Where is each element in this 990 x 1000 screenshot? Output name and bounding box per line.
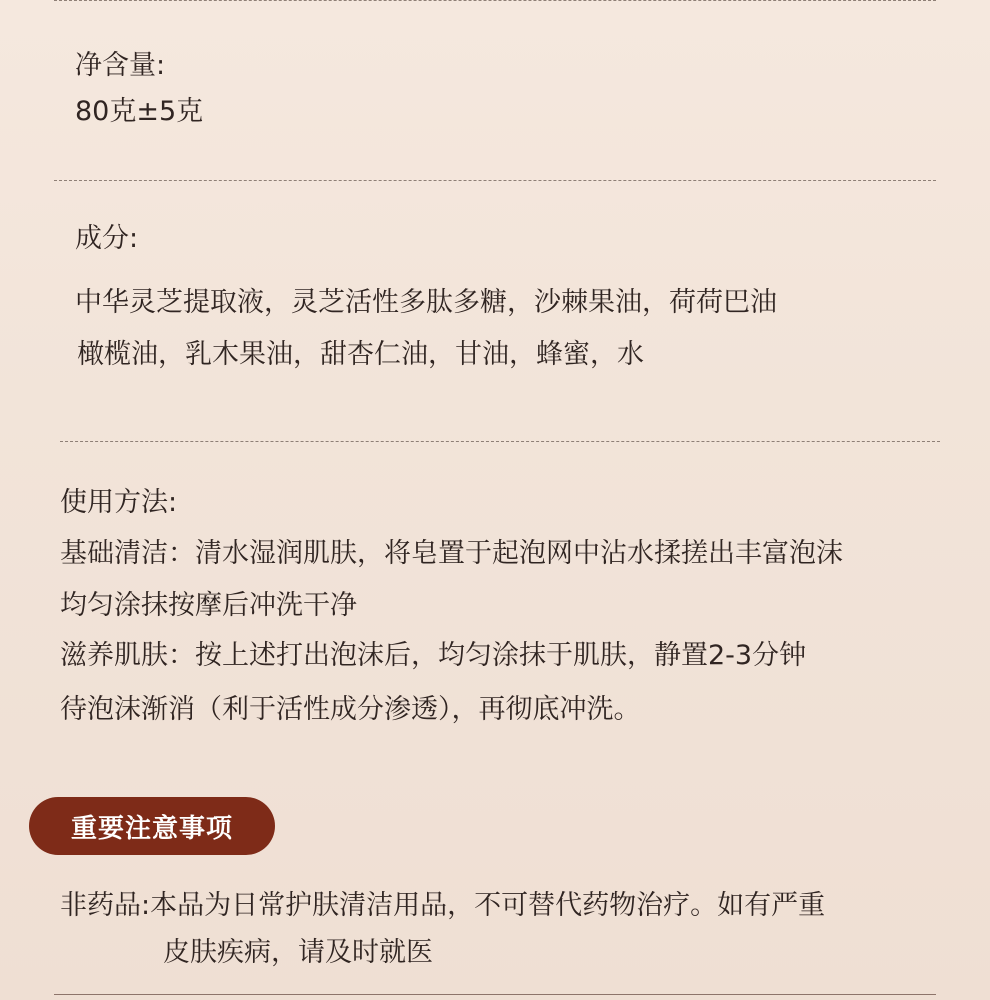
divider-top xyxy=(54,0,936,1)
usage-line: 均匀涂抹按摩后冲洗干净 xyxy=(60,590,357,621)
net-content-label: 净含量: xyxy=(75,50,166,81)
notice-line: 非药品:本品为日常护肤清洁用品，不可替代药物治疗。如有严重 xyxy=(60,890,826,921)
important-notice-title: 重要注意事项 xyxy=(70,813,233,844)
usage-line: 基础清洁：清水湿润肌肤，将皂置于起泡网中沾水揉搓出丰富泡沫 xyxy=(60,538,843,569)
divider-dashed xyxy=(60,441,940,442)
net-content-value: 80克±5克 xyxy=(75,96,204,127)
ingredients-line: 中华灵芝提取液，灵芝活性多肽多糖，沙棘果油，荷荷巴油 xyxy=(75,287,777,318)
important-notice-badge xyxy=(29,797,275,855)
usage-label: 使用方法: xyxy=(60,487,178,518)
ingredients-label: 成分: xyxy=(75,223,139,254)
divider-dashed xyxy=(54,180,936,181)
divider-bottom xyxy=(54,994,936,995)
usage-line: 待泡沫渐消（利于活性成分渗透），再彻底冲洗。 xyxy=(60,694,641,725)
usage-line: 滋养肌肤：按上述打出泡沫后，均匀涂抹于肌肤，静置2-3分钟 xyxy=(60,640,807,671)
ingredients-line: 橄榄油，乳木果油，甜杏仁油，甘油，蜂蜜，水 xyxy=(77,339,644,370)
notice-line: 皮肤疾病，请及时就医 xyxy=(163,937,433,968)
